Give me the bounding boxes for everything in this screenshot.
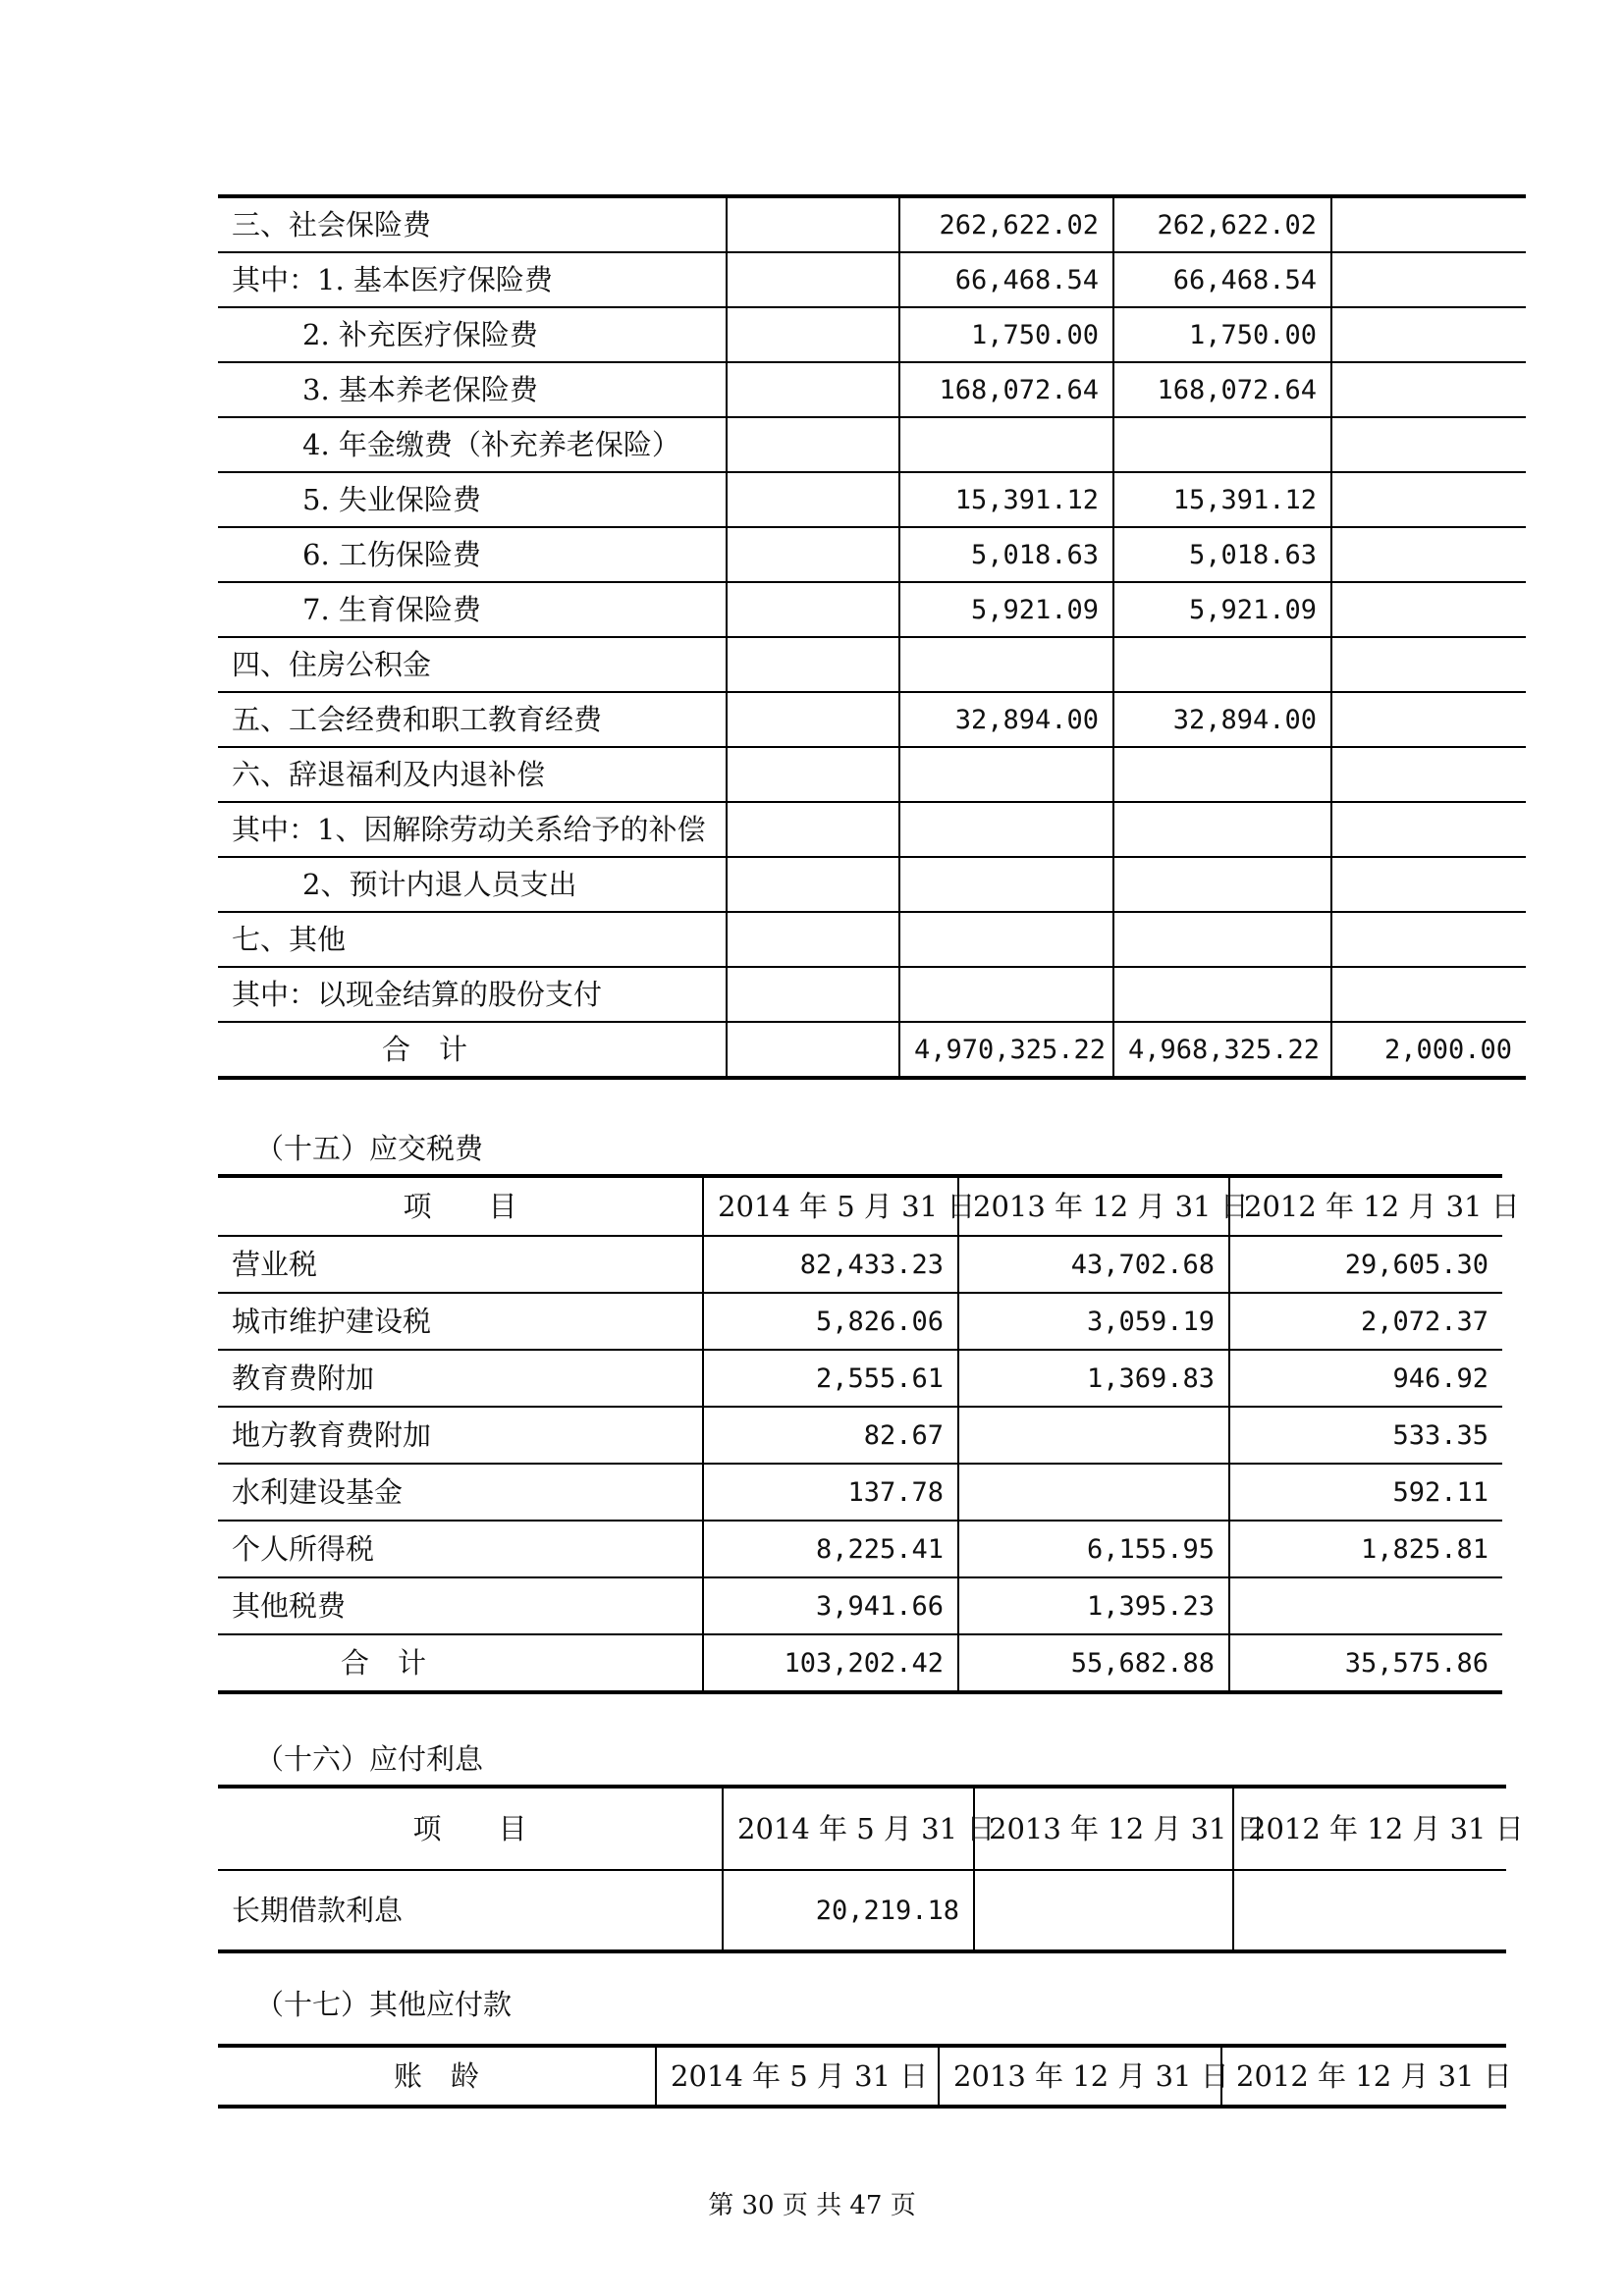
cell-value [1113, 417, 1331, 472]
column-header: 2014 年 5 月 31 日 [656, 2046, 939, 2107]
column-header: 2014 年 5 月 31 日 [703, 1176, 958, 1236]
page-number: 第 30 页 共 47 页 [708, 2191, 916, 2220]
cell-value [727, 857, 899, 912]
cell-value: 8,225.41 [703, 1521, 958, 1577]
cell-value [1331, 362, 1526, 417]
row-label: 营业税 [218, 1236, 703, 1293]
cell-value [727, 912, 899, 967]
total-row [218, 1634, 1502, 1692]
row-label: 四、住房公积金 [218, 637, 727, 692]
table-row [218, 1236, 1502, 1293]
cell-value [899, 912, 1113, 967]
header-row [218, 2046, 1506, 2107]
cell-value [1331, 857, 1526, 912]
cell-value: 20,219.18 [723, 1870, 974, 1951]
cell-value: 5,018.63 [1113, 527, 1331, 582]
cell-value [727, 692, 899, 747]
cell-value: 2,072.37 [1229, 1293, 1502, 1350]
total-value: 2,000.00 [1331, 1022, 1526, 1078]
cell-value [1233, 1870, 1506, 1951]
column-header: 项 目 [218, 1176, 703, 1236]
cell-value [727, 362, 899, 417]
row-label: 3. 基本养老保险费 [218, 362, 727, 417]
cell-value: 592.11 [1229, 1464, 1502, 1521]
column-header: 2013 年 12 月 31 日 [939, 2046, 1221, 2107]
section-15-title: （十五）应交税费 [255, 1132, 484, 1165]
cell-value [899, 857, 1113, 912]
cell-value: 3,059.19 [958, 1293, 1229, 1350]
cell-value [1113, 857, 1331, 912]
cell-value [1331, 747, 1526, 802]
cell-value: 533.35 [1229, 1407, 1502, 1464]
table-row [218, 307, 1526, 362]
cell-value [1331, 582, 1526, 637]
cell-value: 1,750.00 [899, 307, 1113, 362]
cell-value [727, 747, 899, 802]
cell-value [727, 196, 899, 252]
row-label: 6. 工伤保险费 [218, 527, 727, 582]
table-row [218, 1350, 1502, 1407]
row-label: 水利建设基金 [218, 1464, 703, 1521]
cell-value: 66,468.54 [899, 252, 1113, 307]
cell-value [1113, 802, 1331, 857]
row-label: 三、社会保险费 [218, 196, 727, 252]
cell-value [1331, 527, 1526, 582]
cell-value [1331, 967, 1526, 1022]
cell-value [727, 307, 899, 362]
section-17-title: （十七）其他应付款 [255, 1988, 513, 2021]
table-row [218, 582, 1526, 637]
cell-value [1331, 472, 1526, 527]
cell-value [1331, 802, 1526, 857]
cell-value: 32,894.00 [1113, 692, 1331, 747]
row-label: 五、工会经费和职工教育经费 [218, 692, 727, 747]
cell-value: 32,894.00 [899, 692, 1113, 747]
table-row [218, 252, 1526, 307]
row-label: 2. 补充医疗保险费 [218, 307, 727, 362]
row-label: 地方教育费附加 [218, 1407, 703, 1464]
cell-value [1331, 196, 1526, 252]
table-row [218, 1577, 1502, 1634]
cell-value: 82,433.23 [703, 1236, 958, 1293]
row-label: 长期借款利息 [218, 1870, 723, 1951]
cell-value [958, 1464, 1229, 1521]
cell-value: 43,702.68 [958, 1236, 1229, 1293]
table-row [218, 417, 1526, 472]
table-row [218, 1464, 1502, 1521]
cell-value [1331, 417, 1526, 472]
column-header: 2013 年 12 月 31 日 [974, 1787, 1233, 1870]
row-label: 4. 年金缴费（补充养老保险） [218, 417, 727, 472]
cell-value: 946.92 [1229, 1350, 1502, 1407]
row-label: 其中：1. 基本医疗保险费 [218, 252, 727, 307]
table-row [218, 747, 1526, 802]
table-row [218, 472, 1526, 527]
header-row [218, 1176, 1502, 1236]
total-label: 合 计 [218, 1022, 727, 1078]
cell-value: 6,155.95 [958, 1521, 1229, 1577]
column-header: 2012 年 12 月 31 日 [1229, 1176, 1502, 1236]
cell-value: 29,605.30 [1229, 1236, 1502, 1293]
total-row [218, 1022, 1526, 1078]
row-label: 七、其他 [218, 912, 727, 967]
cell-value: 15,391.12 [1113, 472, 1331, 527]
table-row [218, 912, 1526, 967]
cell-value [958, 1407, 1229, 1464]
row-label: 六、辞退福利及内退补偿 [218, 747, 727, 802]
table-row [218, 527, 1526, 582]
cell-value: 137.78 [703, 1464, 958, 1521]
cell-value: 1,369.83 [958, 1350, 1229, 1407]
cell-value [899, 747, 1113, 802]
row-label: 其中：1、因解除劳动关系给予的补偿 [218, 802, 727, 857]
row-label: 其他税费 [218, 1577, 703, 1634]
row-label: 城市维护建设税 [218, 1293, 703, 1350]
column-header: 2014 年 5 月 31 日 [723, 1787, 974, 1870]
cell-value: 1,395.23 [958, 1577, 1229, 1634]
cell-value [1229, 1577, 1502, 1634]
cell-value: 1,825.81 [1229, 1521, 1502, 1577]
cell-value [899, 802, 1113, 857]
table-row [218, 362, 1526, 417]
cell-value: 66,468.54 [1113, 252, 1331, 307]
cell-value: 5,826.06 [703, 1293, 958, 1350]
cell-value [727, 252, 899, 307]
row-label: 7. 生育保险费 [218, 582, 727, 637]
cell-value [1331, 692, 1526, 747]
cell-value: 5,921.09 [899, 582, 1113, 637]
cell-value: 262,622.02 [899, 196, 1113, 252]
cell-value [1113, 912, 1331, 967]
cell-value [727, 582, 899, 637]
cell-value [727, 527, 899, 582]
cell-value: 82.67 [703, 1407, 958, 1464]
row-label: 2、预计内退人员支出 [218, 857, 727, 912]
row-label: 其中：以现金结算的股份支付 [218, 967, 727, 1022]
cell-value: 15,391.12 [899, 472, 1113, 527]
header-row [218, 1787, 1506, 1870]
cell-value [899, 417, 1113, 472]
table-row [218, 1521, 1502, 1577]
table-row [218, 1870, 1506, 1951]
cell-value [727, 637, 899, 692]
column-header: 项 目 [218, 1787, 723, 1870]
total-value: 35,575.86 [1229, 1634, 1502, 1692]
column-header: 账 龄 [218, 2046, 656, 2107]
section-16-title: （十六）应付利息 [255, 1742, 484, 1776]
cell-value: 168,072.64 [1113, 362, 1331, 417]
row-label: 5. 失业保险费 [218, 472, 727, 527]
cell-value: 2,555.61 [703, 1350, 958, 1407]
cell-value [727, 472, 899, 527]
cell-value: 3,941.66 [703, 1577, 958, 1634]
cell-value [899, 967, 1113, 1022]
column-header: 2012 年 12 月 31 日 [1233, 1787, 1506, 1870]
table-row [218, 857, 1526, 912]
interest-payable-table [218, 1785, 1524, 1953]
cell-value [1331, 637, 1526, 692]
cell-value [1331, 912, 1526, 967]
cell-value: 262,622.02 [1113, 196, 1331, 252]
table-row [218, 637, 1526, 692]
total-value: 4,970,325.22 [899, 1022, 1113, 1078]
table-row [218, 802, 1526, 857]
table-row [218, 1407, 1502, 1464]
cell-value [974, 1870, 1233, 1951]
total-value: 55,682.88 [958, 1634, 1229, 1692]
table-row [218, 1293, 1502, 1350]
cell-value: 1,750.00 [1113, 307, 1331, 362]
row-label: 个人所得税 [218, 1521, 703, 1577]
table-row [218, 692, 1526, 747]
cell-value: 5,018.63 [899, 527, 1113, 582]
cell-value [1113, 637, 1331, 692]
cell-value: 5,921.09 [1113, 582, 1331, 637]
cell-value: 168,072.64 [899, 362, 1113, 417]
other-payables-table [218, 2044, 1512, 2109]
total-value: 103,202.42 [703, 1634, 958, 1692]
cell-value [727, 967, 899, 1022]
cell-value [1113, 967, 1331, 1022]
cell-value [1113, 747, 1331, 802]
total-label: 合 计 [218, 1634, 703, 1692]
cell-value [1331, 252, 1526, 307]
employee-benefits-table [218, 194, 1526, 1080]
cell-value [1331, 307, 1526, 362]
cell-value [727, 417, 899, 472]
table-row [218, 196, 1526, 252]
taxes-payable-table [218, 1174, 1520, 1694]
row-label: 教育费附加 [218, 1350, 703, 1407]
cell-value [899, 637, 1113, 692]
total-value [727, 1022, 899, 1078]
column-header: 2013 年 12 月 31 日 [958, 1176, 1229, 1236]
cell-value [727, 802, 899, 857]
total-value: 4,968,325.22 [1113, 1022, 1331, 1078]
table-row [218, 967, 1526, 1022]
column-header: 2012 年 12 月 31 日 [1221, 2046, 1506, 2107]
